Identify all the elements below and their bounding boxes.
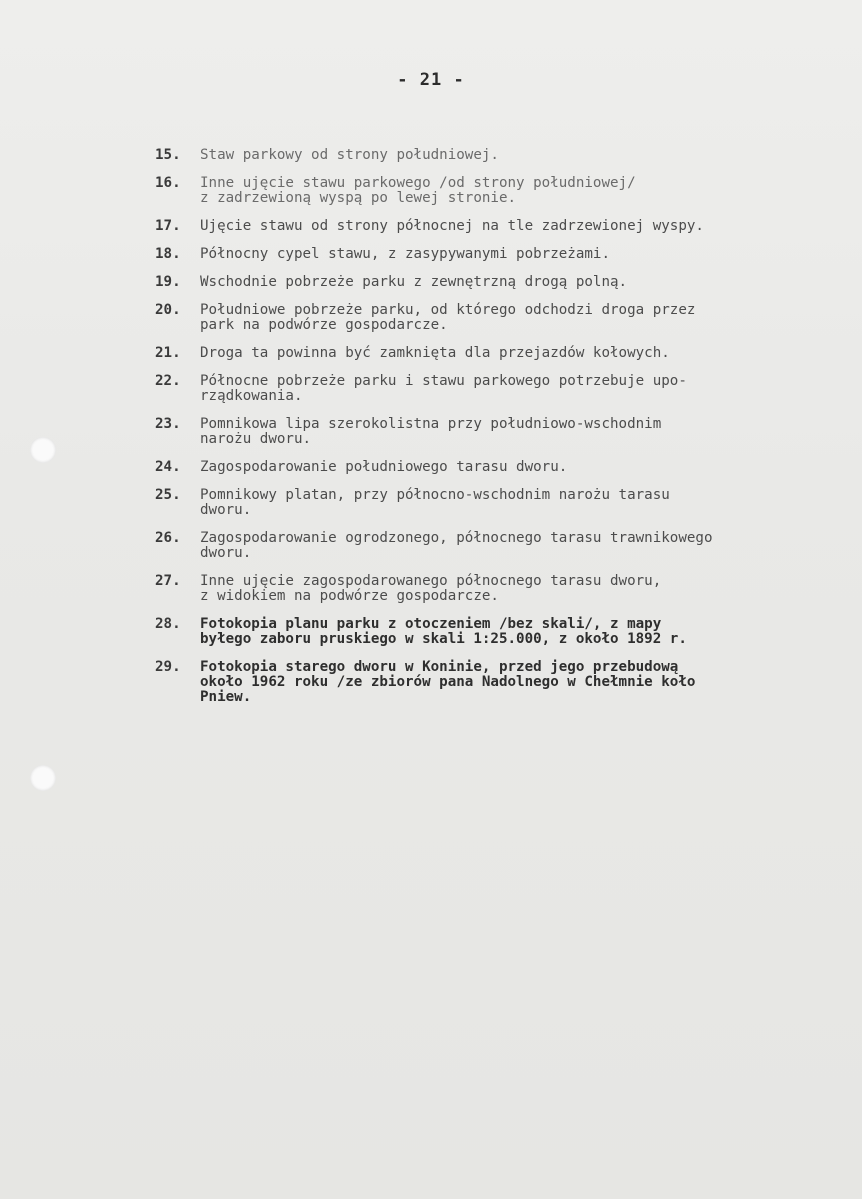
list-item — [155, 531, 840, 561]
list-item — [155, 247, 840, 262]
item-text: Zagospodarowanie południowego tarasu dworu. — [200, 459, 568, 475]
item-number: 24. — [155, 459, 181, 475]
item-number: 18. — [155, 246, 181, 262]
item-number: 25. — [155, 487, 181, 503]
list-item — [155, 346, 840, 361]
item-text: Zagospodarowanie ogrodzonego, północnego tarasu trawnikowego dworu. — [200, 530, 713, 561]
item-text: Inne ujęcie zagospodarowanego północnego tarasu dworu, z widokiem na podwórze gospodarcze. — [200, 573, 662, 604]
item-number: 17. — [155, 218, 181, 234]
item-number: 26. — [155, 530, 181, 546]
item-text: Ujęcie stawu od strony północnej na tle zadrzewionej wyspy. — [200, 218, 704, 234]
item-number: 28. — [155, 616, 181, 632]
list-item — [155, 660, 840, 705]
list-item — [155, 617, 840, 647]
item-number: 19. — [155, 274, 181, 290]
list-item — [155, 303, 840, 333]
item-number: 29. — [155, 659, 181, 675]
item-text: Pomnikowy platan, przy północno-wschodnim narożu tarasu dworu. — [200, 487, 670, 518]
list-item — [155, 176, 840, 206]
item-number: 16. — [155, 175, 181, 191]
item-text: Wschodnie pobrzeże parku z zewnętrzną drogą polną. — [200, 274, 628, 290]
item-text: Fotokopia starego dworu w Koninie, przed jego przebudową około 1962 roku /ze zbiorów pana Nadolnego w Chełmnie koło Pniew. — [200, 659, 696, 705]
punch-hole — [30, 765, 56, 791]
punch-hole — [30, 437, 56, 463]
list-item — [155, 417, 840, 447]
list-item — [155, 275, 840, 290]
item-text: Pomnikowa lipa szerokolistna przy południowo-wschodnim narożu dworu. — [200, 416, 662, 447]
list-item — [155, 219, 840, 234]
list-item — [155, 148, 840, 163]
item-text: Staw parkowy od strony południowej. — [200, 147, 499, 163]
list-item — [155, 488, 840, 518]
item-number: 27. — [155, 573, 181, 589]
list-item — [155, 574, 840, 604]
list-item — [155, 374, 840, 404]
item-number: 15. — [155, 147, 181, 163]
item-number: 22. — [155, 373, 181, 389]
item-text: Północny cypel stawu, z zasypywanymi pobrzeżami. — [200, 246, 610, 262]
list-item — [155, 460, 840, 475]
item-number: 23. — [155, 416, 181, 432]
page-number: - 21 - — [397, 70, 465, 90]
item-text: Północne pobrzeże parku i stawu parkowego potrzebuje upo- rządkowania. — [200, 373, 687, 404]
item-text: Droga ta powinna być zamknięta dla przejazdów kołowych. — [200, 345, 670, 361]
item-text: Inne ujęcie stawu parkowego /od strony południowej/ z zadrzewioną wyspą po lewej stronie. — [200, 175, 636, 206]
item-number: 20. — [155, 302, 181, 318]
item-number: 21. — [155, 345, 181, 361]
photo-caption-list — [155, 148, 840, 718]
item-text: Południowe pobrzeże parku, od którego odchodzi droga przez park na podwórze gospodarcze. — [200, 302, 696, 333]
item-text: Fotokopia planu parku z otoczeniem /bez skali/, z mapy byłego zaboru pruskiego w skali 1:25.000, z około 1892 r. — [200, 616, 687, 647]
